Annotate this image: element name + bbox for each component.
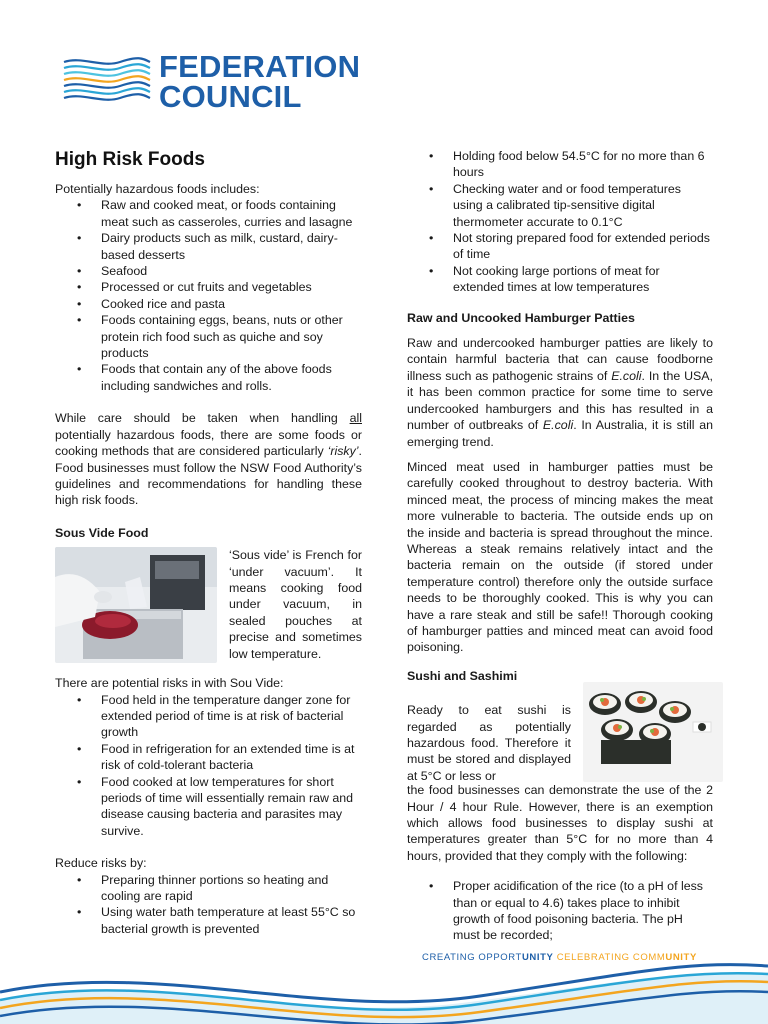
hamburger-text-b: . In the USA, it has been common practice for some time to serve undercooked hamburgers and this has resulted in a number of outbreaks of	[407, 368, 713, 433]
page-title: High Risk Foods	[55, 149, 205, 170]
left-column	[55, 148, 362, 937]
reduce-intro: Reduce risks by:	[55, 856, 147, 871]
list-item: • Foods that contain any of the above foods including sandwiches and rolls.	[55, 361, 362, 394]
tagline-part-2: UNITY	[521, 952, 554, 963]
list-item: • Preparing thinner portions so heating and cooling are rapid	[55, 872, 362, 905]
sous-vide-text: ‘Sous vide’ is French for ‘under vacuum’. It means cooking food under vacuum, in sealed pouches at precise and sometimes low temperature.	[229, 548, 362, 661]
ecoli-term: E.coli	[611, 368, 642, 383]
list-item: • Using water bath temperature at least 55°C so bacterial growth is prevented	[55, 904, 362, 937]
ecoli-term: E.coli	[542, 418, 574, 433]
list-item: • Seafood	[55, 263, 362, 279]
intro-list	[55, 197, 362, 394]
wave-logo-icon	[62, 54, 152, 114]
list-item: • Food held in the temperature danger zone for extended period of time is at risk of bacterial growth	[55, 692, 362, 741]
logo-line-2: COUNCIL	[159, 79, 302, 114]
risks-intro: There are potential risks in with Sou Vide:	[55, 676, 284, 691]
list-item: • Food in refrigeration for an extended time is at risk of cold-tolerant bacteria	[55, 741, 362, 774]
hamburger-text-c: . In Australia, it is still an emerging trend.	[407, 418, 713, 449]
care-text-c: . Food businesses must follow the NSW Food Authority’s guidelines and recommendations for handling these high risk foods.	[55, 444, 362, 508]
care-text-a: While care should be taken when handling	[55, 411, 350, 426]
footer-waves	[0, 930, 768, 1024]
list-item: • Not cooking large portions of meat for extended times at low temperatures	[407, 263, 713, 296]
right-column	[407, 148, 713, 944]
reduce-list-continued	[407, 148, 713, 296]
risks-list	[55, 692, 362, 840]
care-emphasis: all	[349, 411, 362, 426]
list-item: • Processed or cut fruits and vegetables	[55, 279, 362, 295]
sushi-heading: Sushi and Sashimi	[407, 668, 518, 683]
tagline-part-4: UNITY	[665, 952, 697, 963]
sous-vide-heading: Sous Vide Food	[55, 525, 149, 540]
list-item: • Food cooked at low temperatures for short periods of time will essentially remain raw and disease causing bacteria and parasites may survive.	[55, 774, 362, 840]
sushi-block	[407, 692, 713, 782]
logo-line-1: FEDERATION	[159, 49, 361, 84]
federation-council-logo	[62, 49, 362, 114]
sous-vide-photo	[55, 547, 217, 663]
hamburger-paragraph-1	[407, 335, 713, 450]
care-risky: ‘risky’	[327, 444, 359, 459]
sous-vide-block	[55, 547, 362, 671]
hamburger-text-a: Raw and undercooked hamburger patties are likely to contain harmful bacteria that can cause foodborne illness such as pathogenic strains of	[407, 336, 713, 383]
hamburger-heading: Raw and Uncooked Hamburger Patties	[407, 310, 635, 325]
care-text-b: potentially hazardous foods, there are some foods or cooking methods that are considered particularly	[55, 427, 362, 459]
intro-text: Potentially hazardous foods includes:	[55, 182, 260, 196]
sushi-text-b: the food businesses can demonstrate the use of the 2 Hour / 4 hour Rule. However, there is an exemption which allows food businesses to display sushi at temperatures greater than 5°C for no more than 4 hours, provided that they comply with the following:	[407, 783, 713, 863]
sushi-text-a: Ready to eat sushi is regarded as potentially hazardous food. Therefore it must be stored and displayed at 5°C or less or	[407, 703, 571, 783]
list-item: • Foods containing eggs, beans, nuts or other protein rich food such as quiche and soy products	[55, 312, 362, 361]
list-item: • Not storing prepared food for extended periods of time	[407, 230, 713, 263]
tagline-part-1: CREATING OPPORT	[422, 952, 522, 963]
footer-tagline	[422, 950, 697, 966]
list-item: • Raw and cooked meat, or foods containing meat such as casseroles, curries and lasagne	[55, 197, 362, 230]
care-paragraph	[55, 410, 362, 508]
hamburger-paragraph-2: Minced meat used in hamburger patties must be carefully cooked throughout to destroy bacteria. With minced meat, the process of mincing makes the meat more vulnerable to bacteria. The outside ends up on the inside and bacteria is spread throughout the mince. Whereas a steak remains relatively intact and the bacteria remain on the outside (if stored under temperature control) therefore only the outside surface needs to be thoroughly cooked. This is why you can have a rare steak and still be safe!! Thorough cooking of hamburger patties and minced meat can avoid food poisoning.	[407, 459, 713, 655]
list-item: • Proper acidification of the rice (to a pH of less than or equal to 4.6) takes place to inhibit growth of food poisoning bacteria. The pH must be recorded;	[407, 878, 713, 944]
list-item: • Holding food below 54.5°C for no more than 6 hours	[407, 148, 713, 181]
logo-wordmark	[159, 49, 361, 114]
tagline-part-3: CELEBRATING COMM	[553, 952, 666, 963]
list-item: • Cooked rice and pasta	[55, 296, 362, 312]
list-item: • Checking water and or food temperatures using a calibrated tip-sensitive digital thermometer accurate to 0.1°C	[407, 181, 713, 230]
sushi-photo	[583, 682, 723, 782]
reduce-list	[55, 872, 362, 938]
list-item: • Dairy products such as milk, custard, dairy-based desserts	[55, 230, 362, 263]
